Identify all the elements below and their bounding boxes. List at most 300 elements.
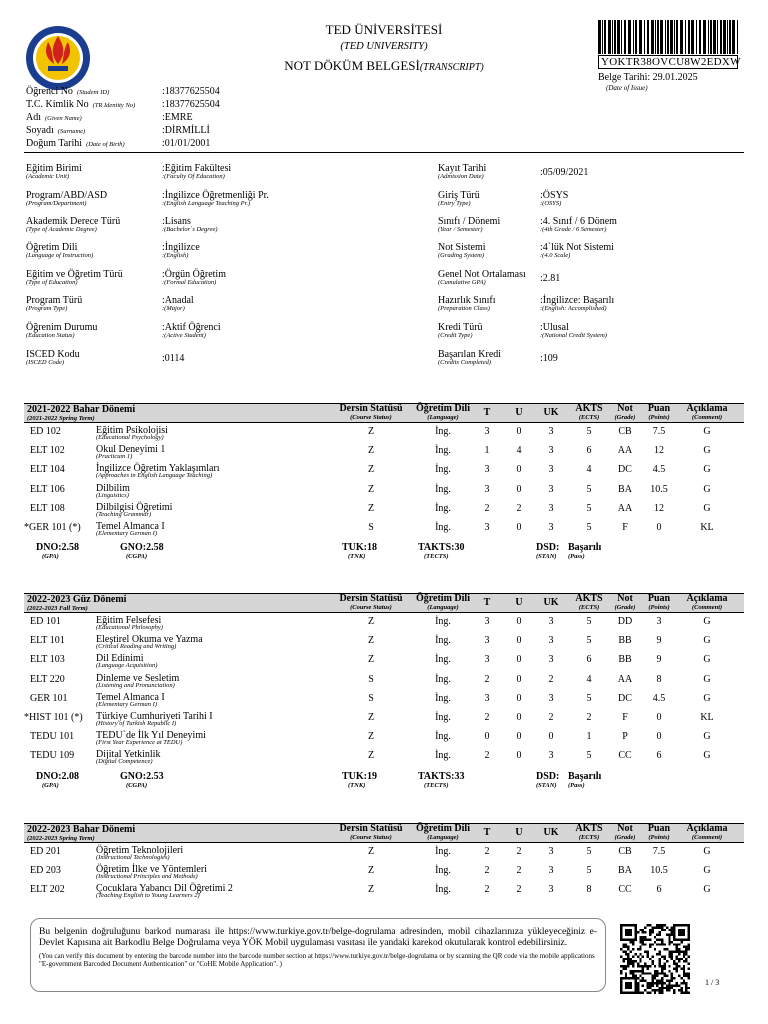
qr-module	[620, 970, 622, 972]
qr-module	[666, 984, 668, 986]
barcode-bar	[657, 20, 659, 54]
qr-module	[671, 953, 673, 955]
semester-title-text: 2022-2023 Bahar Dönemi	[27, 824, 136, 835]
qr-module	[680, 958, 682, 960]
info-value-en	[162, 279, 226, 286]
qr-module	[680, 982, 682, 984]
qr-module	[649, 943, 651, 945]
qr-module	[630, 958, 632, 960]
course-name-text: Dil Edinimi	[96, 653, 144, 665]
course-lang: İng.	[435, 445, 451, 457]
qr-module	[661, 992, 663, 994]
course-name-text: Türkiye Cumhuriyeti Tarihi I	[96, 711, 213, 722]
course-name-text: İngilizce Öğretim Yaklaşımları	[96, 463, 220, 475]
semester-header	[24, 823, 744, 843]
qr-module	[656, 953, 658, 955]
qr-module	[661, 929, 663, 931]
qr-module	[671, 975, 673, 977]
summary-value: GNO:2.58	[120, 542, 164, 554]
qr-module	[639, 960, 641, 962]
qr-module	[647, 967, 649, 969]
summary-label-en: (Pass)	[568, 553, 585, 561]
qr-module	[671, 984, 673, 986]
course-t: 0	[484, 731, 490, 743]
qr-module	[644, 936, 646, 938]
qr-module	[673, 960, 675, 962]
course-name-en: (Approaches in English Language Teaching)	[96, 472, 213, 480]
course-row	[24, 711, 744, 730]
qr-module	[688, 963, 690, 965]
qr-module	[663, 948, 665, 950]
info-label-text: Eğitim Birimi	[26, 163, 82, 174]
qr-module	[632, 972, 634, 974]
qr-module	[656, 924, 658, 926]
qr-module	[622, 943, 624, 945]
course-uk: 3	[548, 654, 554, 666]
qr-module	[668, 938, 670, 940]
qr-module	[685, 953, 687, 955]
qr-module	[654, 948, 656, 950]
qr-module	[647, 972, 649, 974]
course-name-en: (Teaching Grammar)	[96, 510, 152, 518]
course-akts: 6	[586, 654, 592, 666]
column-header-text: U	[515, 597, 523, 608]
qr-module	[634, 960, 636, 962]
right-info-label	[438, 216, 500, 233]
qr-module	[634, 953, 636, 955]
qr-module	[659, 960, 661, 962]
course-code: *GER 101 (*)	[24, 522, 81, 533]
qr-module	[678, 975, 680, 977]
summary-gno	[120, 543, 164, 561]
column-header-u	[512, 408, 526, 418]
right-info-value	[540, 273, 560, 284]
course-name-en: (Practicum 1)	[96, 453, 133, 461]
course-lang: İng.	[435, 464, 451, 476]
left-info-label	[26, 242, 93, 259]
value-text: Örgün Öğretim	[164, 269, 226, 280]
qr-module	[637, 987, 639, 989]
column-header-grade	[612, 824, 638, 841]
qr-module	[642, 941, 644, 943]
qr-module	[651, 943, 653, 945]
info-value-en	[162, 332, 221, 339]
qr-module	[659, 972, 661, 974]
semester-title-en: (2022-2023 Spring Term)	[27, 835, 95, 842]
course-grade: BB	[618, 635, 632, 647]
qr-module	[622, 967, 624, 969]
value-text: Ulusal	[542, 322, 569, 333]
course-status: Z	[367, 445, 375, 457]
qr-module	[666, 975, 668, 977]
qr-module	[661, 965, 663, 967]
course-lang: İng.	[435, 654, 451, 666]
info-label-en: (Cumulative GPA)	[438, 279, 486, 286]
colon: :	[540, 242, 543, 253]
student-field-label	[26, 125, 85, 136]
qr-module	[620, 972, 622, 974]
qr-module	[685, 975, 687, 977]
qr-module	[661, 984, 663, 986]
column-header-u	[512, 598, 526, 608]
qr-module	[676, 982, 678, 984]
qr-code	[620, 924, 690, 994]
course-uk: 3	[548, 692, 554, 704]
course-akts: 5	[586, 865, 592, 877]
column-header-text: AKTS	[575, 823, 603, 834]
qr-module	[637, 992, 639, 994]
column-header-en: (Comment)	[691, 604, 723, 611]
info-label-text: Kayıt Tarihi	[438, 163, 487, 174]
barcode-bar	[729, 20, 731, 54]
barcode-bar	[737, 20, 738, 54]
barcode-bar	[624, 20, 626, 54]
qr-module	[625, 951, 627, 953]
qr-module	[678, 965, 680, 967]
qr-module	[668, 989, 670, 991]
course-name-text: Temel Almanca I	[96, 691, 165, 703]
barcode-bar	[680, 20, 683, 54]
value-text: Anadal	[164, 295, 194, 306]
course-uk: 3	[548, 846, 554, 857]
column-header-t	[480, 598, 494, 608]
colon: :	[540, 305, 543, 312]
course-name-text: TEDU`de İlk Yıl Deneyimi	[96, 730, 206, 742]
course-code: ELT 103	[30, 654, 65, 666]
qr-module	[663, 955, 665, 957]
divider	[24, 152, 744, 153]
column-header-uk	[540, 598, 562, 608]
qr-module	[654, 975, 656, 977]
student-field-value: :18377625504	[162, 86, 220, 97]
qr-module	[688, 987, 690, 989]
course-row	[24, 444, 744, 463]
course-comment: G	[703, 464, 711, 476]
left-info-value	[162, 353, 184, 364]
value-text: 05/09/2021	[542, 167, 589, 178]
course-uk: 3	[548, 445, 554, 457]
course-grade: AA	[617, 502, 633, 514]
value-text: 2.81	[542, 273, 561, 284]
left-info-label	[26, 269, 123, 286]
course-grade: BA	[618, 865, 632, 877]
colon: :	[162, 279, 165, 286]
qr-module	[668, 980, 670, 982]
qr-module	[683, 975, 685, 977]
course-name-en: (Instructional Technologies)	[96, 854, 170, 861]
semester-summary	[24, 772, 744, 792]
value-text: 0114	[164, 353, 185, 364]
course-status: Z	[367, 616, 375, 627]
qr-module	[620, 955, 622, 957]
course-comment: G	[703, 426, 711, 437]
student-field-value: :01/01/2001	[162, 138, 211, 149]
summary-dno	[36, 543, 79, 561]
summary-value: DSD:	[536, 770, 560, 782]
course-comment: G	[703, 654, 711, 666]
course-u: 2	[516, 865, 522, 877]
qr-module	[642, 972, 644, 974]
left-info-label	[26, 322, 97, 339]
course-grade: F	[622, 522, 628, 533]
barcode-bar	[617, 20, 620, 54]
value-text: İngilizce Öğretmenliği Pr.	[164, 190, 269, 201]
course-grade: DC	[618, 692, 632, 704]
info-label-text: Genel Not Ortalaması	[438, 269, 526, 280]
qr-module	[668, 929, 670, 931]
qr-module	[668, 943, 670, 945]
qr-module	[663, 963, 665, 965]
course-comment: G	[703, 692, 711, 704]
course-comment: G	[703, 445, 711, 457]
qr-module	[673, 951, 675, 953]
course-t: 3	[484, 616, 490, 627]
qr-module	[654, 941, 656, 943]
info-value-en	[162, 226, 218, 233]
right-info-value	[540, 353, 558, 364]
qr-module	[647, 992, 649, 994]
qr-module	[659, 982, 661, 984]
value-en-text: (English Language Teaching Pr.)	[164, 200, 251, 207]
course-grade: AA	[617, 673, 633, 685]
left-info-label	[26, 216, 120, 233]
colon: :	[540, 200, 543, 207]
info-value-en	[540, 332, 607, 339]
column-header-text: Puan	[647, 823, 671, 834]
course-akts: 5	[586, 483, 592, 495]
course-uk: 3	[548, 865, 554, 877]
left-info-value	[162, 216, 218, 233]
column-header-en: (Comment)	[691, 834, 723, 841]
course-u: 0	[516, 483, 522, 495]
qr-module	[637, 970, 639, 972]
colon: :	[540, 353, 543, 364]
qr-module	[685, 984, 687, 986]
course-akts: 5	[586, 522, 592, 533]
column-header-t	[480, 828, 494, 838]
course-name-text: Temel Almanca I	[96, 521, 165, 532]
course-uk: 3	[548, 502, 554, 514]
course-u: 0	[516, 426, 522, 437]
summary-value: TUK:19	[342, 770, 377, 782]
barcode-bar	[612, 20, 613, 54]
course-grade: DD	[617, 616, 633, 627]
info-value-en	[540, 305, 614, 312]
info-label-en: (Entry Type)	[438, 200, 471, 207]
course-comment: G	[703, 673, 711, 685]
qr-module	[656, 943, 658, 945]
right-info-label	[438, 163, 486, 180]
qr-module	[620, 948, 622, 950]
qr-module	[683, 953, 685, 955]
course-t: 2	[484, 673, 490, 685]
info-label-text: Kredi Türü	[438, 322, 483, 333]
barcode-bar	[691, 20, 694, 54]
course-grade: CC	[618, 884, 632, 896]
qr-module	[647, 951, 649, 953]
info-value-text	[540, 353, 558, 364]
qr-module	[656, 934, 658, 936]
qr-module	[685, 946, 687, 948]
info-label-en: (ISCED Code)	[26, 359, 65, 366]
column-header-en: (Comment)	[691, 414, 723, 421]
qr-module	[668, 951, 670, 953]
qr-module	[671, 951, 673, 953]
qr-module	[620, 965, 622, 967]
course-row	[24, 483, 744, 502]
summary-label-en: (CGPA)	[126, 553, 148, 561]
qr-module	[632, 963, 634, 965]
qr-module	[659, 965, 661, 967]
column-header-en: (ECTS)	[578, 414, 600, 421]
qr-module	[627, 963, 629, 965]
barcode-bar	[708, 20, 709, 54]
left-info-value	[162, 322, 221, 339]
qr-module	[663, 929, 665, 931]
qr-module	[649, 984, 651, 986]
barcode-bar	[614, 20, 616, 54]
course-uk: 3	[548, 483, 554, 495]
barcode-bar	[717, 20, 718, 54]
qr-module	[680, 989, 682, 991]
course-t: 2	[484, 865, 490, 877]
qr-module	[661, 987, 663, 989]
course-uk: 2	[548, 712, 554, 723]
qr-module	[637, 989, 639, 991]
qr-module	[685, 992, 687, 994]
course-lang: İng.	[435, 483, 451, 495]
qr-module	[678, 958, 680, 960]
semester-title-text: 2021-2022 Bahar Dönemi	[27, 404, 136, 415]
qr-module	[661, 977, 663, 979]
info-label-text: Program Türü	[26, 295, 83, 306]
column-header-text: Not	[617, 403, 633, 414]
barcode-bar	[628, 20, 631, 54]
info-value-text	[162, 353, 184, 364]
course-row	[24, 502, 744, 521]
course-lang: İng.	[435, 846, 451, 857]
qr-module	[644, 963, 646, 965]
course-name	[96, 444, 165, 460]
course-uk: 2	[548, 673, 554, 685]
qr-module	[639, 970, 641, 972]
qr-module	[639, 992, 641, 994]
qr-module	[659, 980, 661, 982]
qr-module	[627, 955, 629, 957]
qr-module	[676, 951, 678, 953]
column-header-text: Açıklama	[686, 593, 728, 604]
course-t: 3	[484, 635, 490, 647]
course-name-text: Eleştirel Okuma ve Yazma	[96, 634, 203, 646]
qr-module	[661, 941, 663, 943]
colon: :	[540, 322, 543, 333]
qr-module	[649, 965, 651, 967]
info-label-text: Eğitim ve Öğretim Türü	[26, 269, 123, 280]
qr-module	[622, 951, 624, 953]
course-lang: İng.	[435, 426, 451, 437]
qr-module	[625, 943, 627, 945]
course-code: TEDU 101	[30, 731, 75, 743]
qr-module	[634, 975, 636, 977]
course-t: 3	[484, 692, 490, 704]
colon: :	[162, 200, 165, 207]
colon: :	[162, 305, 165, 312]
summary-value: TAKTS:33	[418, 770, 465, 782]
barcode-bar	[710, 20, 712, 54]
column-header-en: (Language)	[427, 834, 459, 841]
qr-module	[642, 936, 644, 938]
barcode-bar	[732, 20, 735, 54]
qr-module	[678, 953, 680, 955]
left-info-value	[162, 242, 200, 259]
left-info-value	[162, 295, 194, 312]
qr-module	[671, 955, 673, 957]
course-uk: 3	[548, 522, 554, 533]
qr-module	[678, 943, 680, 945]
info-label-en: (Type of Education)	[26, 279, 78, 286]
barcode-bar	[720, 20, 722, 54]
course-name-text: Dilbilgisi Öğretimi	[96, 501, 173, 513]
qr-module	[688, 977, 690, 979]
qr-module	[637, 955, 639, 957]
qr-module	[671, 934, 673, 936]
colon: :	[162, 295, 165, 306]
course-name-text: Eğitim Psikolojisi	[96, 425, 168, 436]
column-header-en: (Points)	[648, 414, 670, 421]
qr-module	[663, 972, 665, 974]
course-lang: İng.	[435, 712, 451, 723]
course-grade: AA	[617, 445, 633, 457]
barcode-bar	[644, 20, 645, 54]
course-grade: CC	[618, 750, 632, 762]
qr-module	[671, 931, 673, 933]
qr-module	[654, 982, 656, 984]
course-code: ED 102	[30, 426, 61, 437]
column-header-u	[512, 828, 526, 838]
qr-module	[661, 980, 663, 982]
value-en-text: (Formal Education)	[164, 279, 217, 286]
qr-module	[688, 992, 690, 994]
qr-module	[676, 943, 678, 945]
qr-module	[683, 946, 685, 948]
course-t: 3	[484, 654, 490, 666]
qr-module	[649, 929, 651, 931]
barcode-bar	[639, 20, 642, 54]
column-header-comment	[678, 824, 736, 841]
course-status: Z	[367, 635, 375, 647]
course-points: 6	[656, 884, 662, 896]
course-t: 3	[484, 483, 490, 495]
student-field-value: :18377625504	[162, 99, 220, 110]
qr-module	[666, 934, 668, 936]
qr-module	[654, 965, 656, 967]
qr-module	[680, 992, 682, 994]
summary-value: DNO:2.58	[36, 542, 80, 554]
qr-module	[663, 975, 665, 977]
qr-module	[656, 970, 658, 972]
qr-module	[676, 955, 678, 957]
course-lang: İng.	[435, 522, 451, 533]
semester-summary	[24, 543, 744, 563]
qr-module	[649, 987, 651, 989]
qr-module	[651, 926, 653, 928]
qr-module	[683, 960, 685, 962]
qr-module	[651, 989, 653, 991]
course-row	[24, 730, 744, 749]
document-title: NOT DÖKÜM BELGESİ(TRANSCRIPT)	[284, 58, 484, 73]
qr-module	[627, 948, 629, 950]
info-value-text	[540, 273, 560, 284]
